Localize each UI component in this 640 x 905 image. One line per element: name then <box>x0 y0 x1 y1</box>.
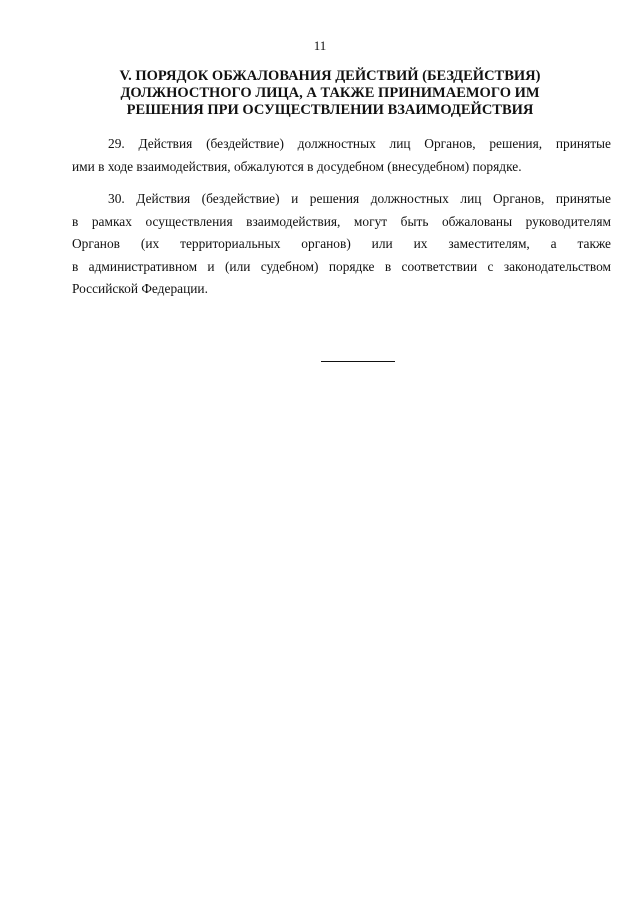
paragraph-29 <box>72 133 611 178</box>
paragraph-line: Российской Федерации. <box>72 281 208 296</box>
paragraph-line: ими в ходе взаимодействия, обжалуются в досудебном (внесудебном) порядке. <box>72 158 522 174</box>
paragraph-line: Органов (их территориальных органов) или их заместителям, а также <box>72 236 611 251</box>
paragraph-line: 30. Действия (бездействие) и решения должностных лиц Органов, принятые <box>108 191 611 206</box>
paragraph-line: в административном и (или судебном) порядке в соответствии с законодательством <box>72 258 611 274</box>
paragraph-30 <box>72 188 611 301</box>
section-heading-line: V. ПОРЯДОК ОБЖАЛОВАНИЯ ДЕЙСТВИЙ (БЕЗДЕЙСТВИЯ) <box>119 68 541 84</box>
section-heading-line: ДОЛЖНОСТНОГО ЛИЦА, А ТАКЖЕ ПРИНИМАЕМОГО ИМ <box>120 85 540 101</box>
end-of-document-rule <box>321 361 395 362</box>
section-heading-line: РЕШЕНИЯ ПРИ ОСУЩЕСТВЛЕНИИ ВЗАИМОДЕЙСТВИЯ <box>126 102 534 118</box>
paragraph-line: 29. Действия (бездействие) должностных лиц Органов, решения, принятые <box>108 136 611 151</box>
paragraph-line: в рамках осуществления взаимодействия, могут быть обжалованы руководителям <box>72 213 611 229</box>
page-number: 11 <box>313 38 327 53</box>
section-heading <box>80 68 580 119</box>
